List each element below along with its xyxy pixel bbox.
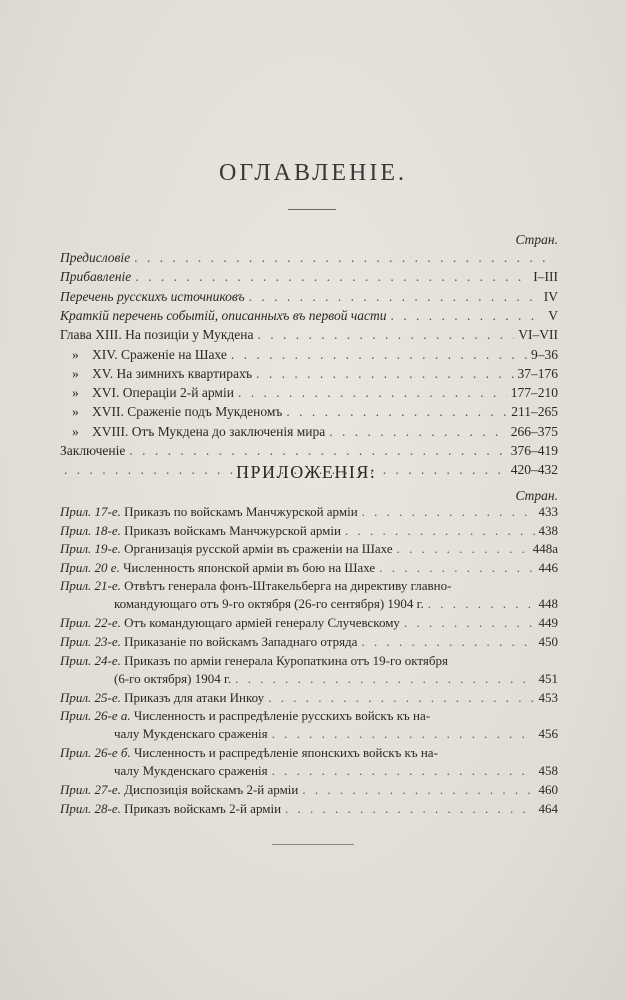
page-title: ОГЛАВЛЕНІЕ.: [218, 160, 408, 186]
leader-dots: [272, 726, 535, 742]
toc-entry-page: 266–375: [510, 423, 558, 439]
toc-entry-label: » XVI. Операціи 2-й арміи: [72, 385, 234, 401]
leader-dots: [428, 596, 535, 612]
appendix-page: 438: [538, 522, 558, 538]
appendix-title: ПРИЛОЖЕНІЯ:: [236, 462, 377, 482]
leader-dots: [129, 443, 506, 459]
toc-entry-label: » XIV. Сраженіе на Шахе: [72, 346, 227, 362]
leader-dots: [285, 801, 534, 817]
toc-entry-page: VI–VII: [518, 327, 558, 343]
appendix-title-line1: Приказаніе по войскамъ Западнаго отряда: [124, 634, 358, 649]
toc-entry-page: 420–432: [510, 462, 558, 478]
toc-entry: [60, 289, 558, 307]
appendix-number: Прил. 25-е.: [60, 689, 125, 705]
leader-dots: [135, 269, 529, 285]
leader-dots: [329, 424, 507, 440]
appendix-title-line2: командующаго отъ 9-го октября (26-го сентября) 1904 г.: [114, 596, 424, 612]
appendix-number: Прил. 18-е.: [60, 522, 125, 538]
leader-dots: [302, 782, 534, 798]
appendix-number: Прил. 21-е.: [60, 578, 125, 594]
appendix-page: 458: [538, 763, 558, 779]
toc-entry-label: Глава XIII. На позиціи у Мукдена: [60, 327, 254, 343]
appendix-list: [60, 504, 558, 816]
appendix-page: 448: [538, 596, 558, 612]
toc-entry-page: IV: [543, 288, 558, 304]
appendix-entry: [60, 578, 558, 614]
leader-dots: [256, 366, 513, 382]
appendix-title-line1: Численность японской арміи въ бою на Шахе: [123, 559, 376, 575]
appendix-page: 456: [538, 726, 558, 742]
appendix-title-line1: Приказъ по войскамъ Манчжурской арміи: [124, 504, 358, 519]
toc-entry-label: Заключеніе: [60, 443, 126, 458]
toc-entry: [60, 269, 558, 287]
toc-entry-label: » XVII. Сраженіе подъ Мукденомъ: [72, 404, 283, 420]
toc-entry-mark: »: [72, 346, 79, 362]
appendix-title-line1: Приказъ для атаки Инкоу: [124, 689, 265, 705]
appendix-number: Прил. 19-е.: [60, 541, 125, 557]
appendix-page: 464: [538, 800, 558, 816]
appendix-page: 451: [538, 670, 558, 686]
appendix-title-line2: (6-го октября) 1904 г.: [114, 670, 232, 686]
appendix-page: 433: [538, 504, 558, 519]
toc-entry-page: I–III: [533, 269, 558, 285]
toc-entry-label: Прибавленіе: [60, 269, 132, 285]
toc-entry-mark: »: [72, 385, 79, 401]
appendix-page: 453: [538, 689, 558, 705]
appendix-page-column-header: Стран.: [515, 488, 558, 503]
leader-dots: [238, 385, 507, 401]
appendix-title-line1: Численность и распредѣленіе японскихъ войскъ къ на-: [133, 745, 438, 761]
appendix-title-line1: Приказъ войскамъ 2-й арміи: [124, 800, 282, 816]
leader-dots: [286, 404, 507, 420]
toc-entry: [60, 347, 558, 365]
leader-dots: [361, 634, 534, 650]
leader-dots: [231, 347, 527, 363]
appendix-number: Прил. 26-е а.: [60, 708, 134, 724]
appendix-entry: [60, 745, 558, 781]
toc-entry-label: Предисловіе: [60, 250, 131, 265]
toc-entry-page: 376–419: [510, 443, 558, 458]
appendix-title-line2: чалу Мукденскаго сраженія: [114, 726, 268, 742]
toc-entry-page: 177–210: [510, 385, 558, 401]
leader-dots: [249, 289, 540, 305]
leader-dots: [404, 615, 535, 631]
appendix-number: Прил. 26-е б.: [60, 745, 134, 761]
appendix-title-line1: Отвѣтъ генерала фонъ-Штакельберга на директиву главно-: [124, 578, 452, 594]
toc-entry-page: 9–36: [531, 346, 558, 362]
leader-dots: [235, 671, 534, 687]
toc-entry: [60, 327, 558, 345]
toc-page-column-header: Стран.: [515, 232, 558, 247]
appendix-entry: [60, 653, 558, 689]
leader-dots: [362, 504, 535, 520]
appendix-title-line1: Отъ командующаго арміей генералу Случевскому: [124, 615, 400, 631]
toc-entry: [60, 366, 558, 384]
appendix-number: Прил. 27-е.: [60, 782, 125, 798]
toc-entry-mark: »: [72, 423, 79, 439]
leader-dots: [272, 763, 535, 779]
toc-entry: [60, 424, 558, 442]
leader-dots: [134, 250, 554, 266]
appendix-title-line2: чалу Мукденскаго сраженія: [114, 763, 268, 779]
leader-dots: [391, 308, 545, 324]
appendix-page: 446: [538, 559, 558, 575]
appendix-title-line1: Приказъ войскамъ Манчжурской арміи: [124, 522, 341, 538]
toc-entry: [60, 250, 558, 268]
toc-entry-mark: »: [72, 404, 79, 420]
appendix-entry: [60, 708, 558, 744]
appendix-page: 450: [538, 634, 558, 649]
bottom-divider: [272, 844, 354, 845]
appendix-title-line1: Диспозиція войскамъ 2-й арміи: [124, 782, 299, 798]
toc-entry-label: Перечень русскихъ источниковъ: [60, 288, 245, 304]
toc-entry-label: Краткій перечень событій, описанныхъ въ первой части: [60, 307, 387, 323]
appendix-page: 448а: [532, 541, 558, 557]
appendix-title-line1: Организація русской арміи въ сраженіи на Шахе: [124, 541, 393, 557]
toc-entry-page: 211–265: [511, 404, 558, 420]
toc-entry: [60, 308, 558, 326]
appendix-title-line1: Численность и распредѣленіе русскихъ войскъ къ на-: [133, 708, 431, 724]
appendix-number: Прил. 22-е.: [60, 615, 125, 631]
toc-entry-mark: »: [72, 365, 79, 381]
appendix-number: Прил. 28-е.: [60, 800, 125, 816]
toc-entry-page: V: [548, 307, 558, 323]
title-divider: [288, 209, 336, 210]
appendix-number: Прил. 23-е.: [60, 634, 125, 649]
appendix-page: 449: [538, 615, 558, 631]
toc-entry-label: » XVIII. Отъ Мукдена до заключенія мира: [72, 423, 326, 439]
leader-dots: [268, 690, 534, 706]
appendix-title-line1: Приказъ по арміи генерала Куропаткина отъ 19-го октября: [124, 652, 448, 668]
toc-entry-page: 37–176: [517, 365, 558, 381]
leader-dots: [257, 327, 514, 343]
toc-entry-label: » XV. На зимнихъ квартирахъ: [72, 365, 253, 381]
appendix-number: Прил. 20 е.: [60, 559, 124, 575]
leader-dots: [379, 560, 534, 576]
leader-dots: [345, 523, 535, 539]
toc-entry: [60, 385, 558, 403]
toc-entry: [60, 404, 558, 422]
toc-entry: [60, 443, 558, 461]
appendix-number: Прил. 24-е.: [60, 652, 125, 668]
leader-dots: [397, 541, 529, 557]
appendix-page: 460: [538, 782, 558, 798]
appendix-number: Прил. 17-е.: [60, 504, 125, 519]
